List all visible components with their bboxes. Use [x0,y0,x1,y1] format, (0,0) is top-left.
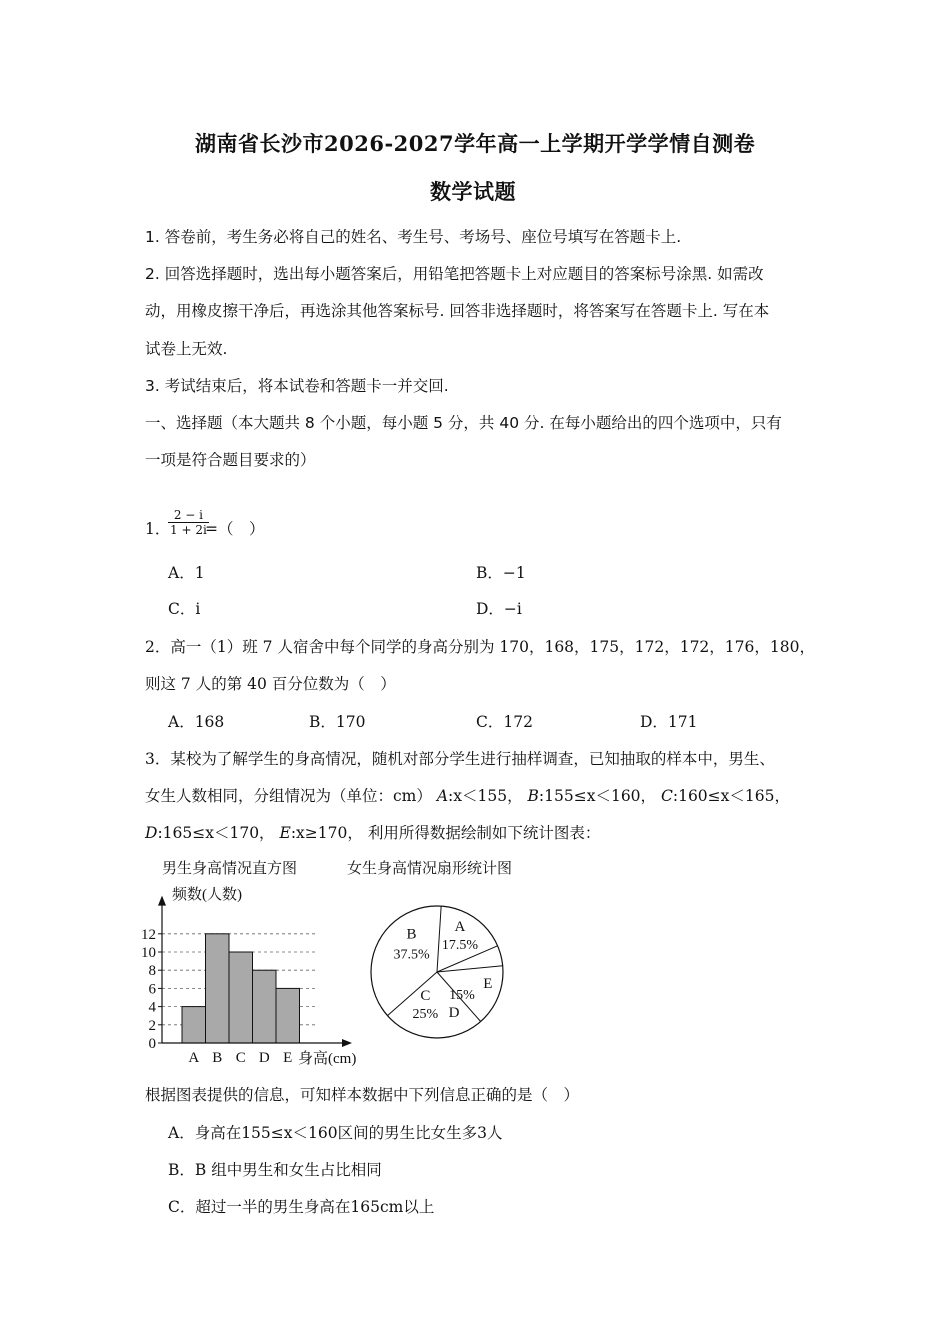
question-text [145,784,790,806]
pie-slice-label: B [406,926,417,943]
group-intro: 女生人数相同，分组情况为（单位：cm） [145,787,432,805]
pie-value-label: 37.5% [393,947,430,963]
male-height-histogram [130,878,370,1070]
histogram-bar [253,970,277,1043]
y-tick-label: 4 [148,999,156,1016]
option-c: C．i [168,600,201,618]
histogram-bar [276,988,300,1043]
question-text: 2．高一（1）班 7 人宿舍中每个同学的身高分别为 170，168，175，172，172，176，180， [145,638,815,656]
x-axis-arrow [342,1039,352,1047]
x-tick-label: B [212,1050,223,1066]
question-tail: =（ ） [205,520,265,538]
group-label: D [145,824,158,842]
pie-value-label: 17.5% [441,938,479,954]
question-text: 根据图表提供的信息，可知样本数据中下列信息正确的是（ ） [145,1086,580,1104]
group-label: C [660,787,673,805]
option-b: B．B 组中男生和女生占比相同 [168,1161,382,1179]
y-tick-label: 6 [148,981,156,998]
y-tick-label: 2 [148,1017,156,1034]
instruction-line: 3. 考试结束后，将本试卷和答题卡一并交回. [145,377,449,395]
y-axis-label: 频数(人数) [172,887,242,903]
group-condition: :160≤x＜165， [672,787,790,805]
female-height-pie-chart [365,900,515,1050]
histogram-bar [229,952,253,1043]
y-tick-label: 10 [141,945,156,961]
fraction [168,508,209,537]
group-condition: :x≥170， [290,824,363,842]
group-label: E [279,824,291,842]
group-condition: :155≤x＜160， [538,787,657,805]
y-tick-label: 0 [148,1036,156,1052]
option-c: C．超过一半的男生身高在165cm以上 [168,1198,435,1216]
page-title: 湖南省长沙市2026-2027学年高一上学期开学学情自测卷 [195,131,756,156]
histogram-bar [182,1007,206,1043]
option-d: D．−i [476,600,522,618]
x-tick-label: E [283,1050,293,1066]
section-heading: 一、选择题（本大题共 8 个小题，每小题 5 分，共 40 分. 在每小题给出的四个选项中，只有 [145,414,782,432]
question-text: 3．某校为了解学生的身高情况，随机对部分学生进行抽样调查，已知抽取的样本中，男生、 [145,750,775,768]
x-tick-label: C [235,1050,246,1066]
pie-caption: 女生身高情况扇形统计图 [347,859,513,877]
y-tick-label: 12 [141,926,156,943]
y-tick-label: 8 [148,963,156,980]
fraction-denominator: 1 + 2i [170,523,207,537]
pie-slice-label: A [454,919,466,936]
option-b: B．170 [309,713,366,731]
group-tail: 利用所得数据绘制如下统计图表： [367,824,601,842]
pie-slice-label: E [483,975,493,992]
x-tick-label: A [188,1050,200,1066]
fraction-numerator: 2 − i [168,508,209,523]
section-heading: 一项是符合题目要求的） [145,451,316,469]
group-label: B [527,787,539,805]
histogram-bar [206,934,230,1043]
instruction-line: 试卷上无效. [145,340,228,358]
group-condition: :165≤x＜170， [157,824,275,842]
pie-value-label: 25% [412,1006,439,1022]
pie-slice-label: D [448,1004,460,1021]
option-b: B．−1 [476,564,526,582]
group-label: A [436,787,449,805]
question-text: 则这 7 人的第 40 百分位数为（ ） [145,675,396,693]
pie-slice-label: C [420,987,431,1004]
x-axis-label: 身高(cm) [298,1051,357,1067]
instruction-line: 动，用橡皮擦干净后，再选涂其他答案标号. 回答非选择题时，将答案写在答题卡上. 写在本 [145,302,770,320]
page-subtitle: 数学试题 [430,179,516,204]
x-tick-label: D [258,1050,270,1066]
option-d: D．171 [640,713,698,731]
question-text [145,821,600,843]
option-a: A．身高在155≤x＜160区间的男生比女生多3人 [168,1124,503,1142]
question-number: 1． [145,520,171,538]
pie-value-label: 15% [449,987,475,1003]
option-a: A．168 [168,713,225,731]
histogram-caption: 男生身高情况直方图 [162,859,298,877]
instruction-line: 1. 答卷前，考生务必将自己的姓名、考生号、考场号、座位号填写在答题卡上. [145,228,682,246]
group-condition: :x＜155， [448,787,523,805]
option-c: C．172 [476,713,533,731]
y-axis-arrow [158,896,166,906]
instruction-line: 2. 回答选择题时，选出每小题答案后，用铅笔把答题卡上对应题目的答案标号涂黑. 如需改 [145,265,764,283]
option-a: A．1 [168,564,205,582]
